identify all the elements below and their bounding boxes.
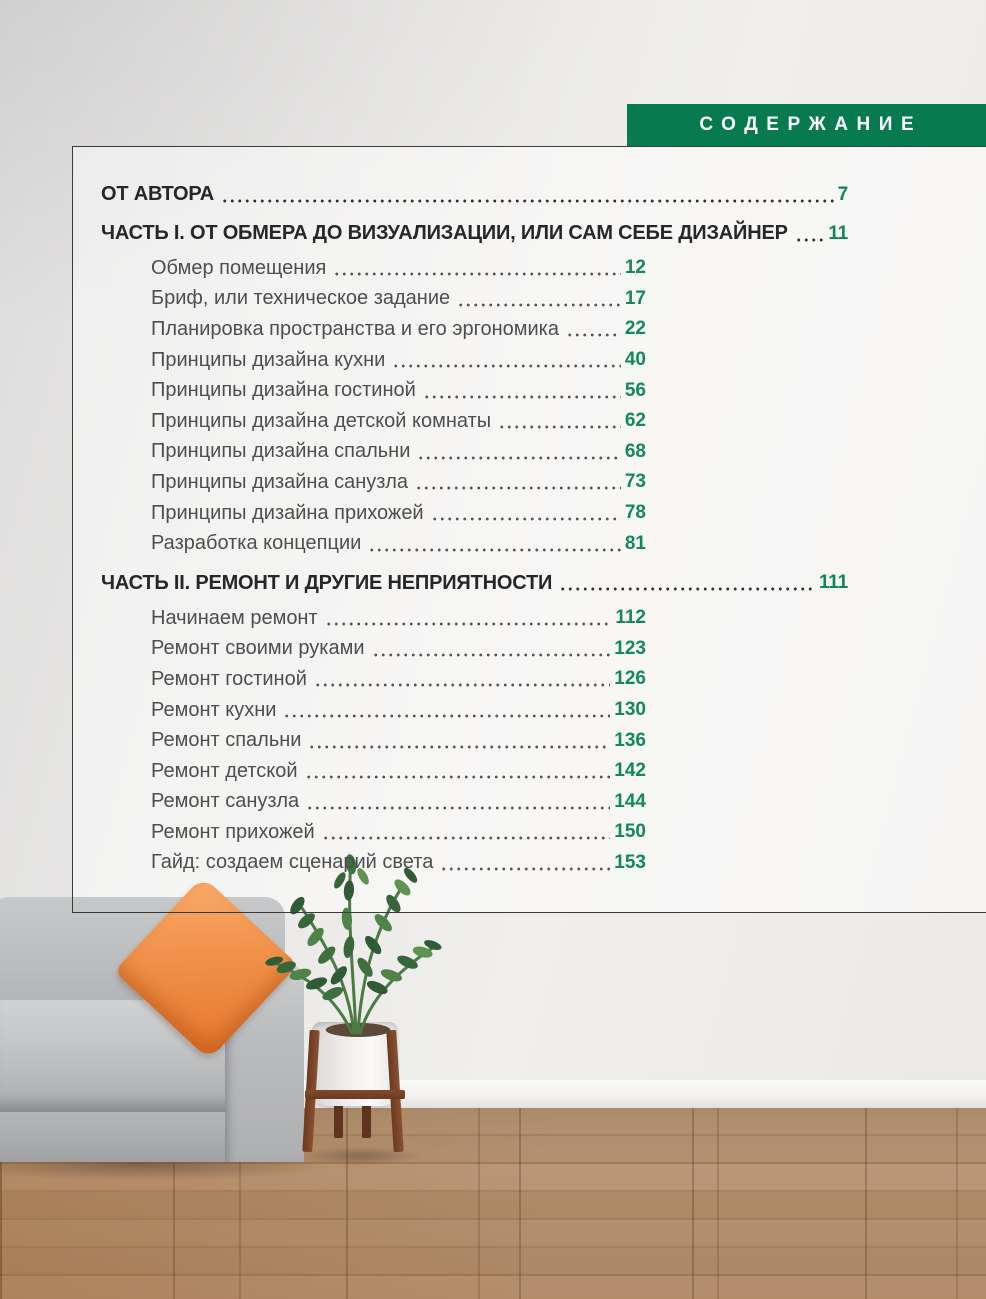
toc-entry-page: 130: [614, 699, 646, 721]
toc-entry: [151, 375, 646, 406]
contents-header-bar: [627, 104, 986, 146]
toc-entry-label: Принципы дизайна прихожей: [151, 501, 424, 524]
toc-entry-page: 123: [614, 637, 646, 659]
toc-entry: [151, 345, 646, 376]
toc-entry-label: Принципы дизайна гостиной: [151, 379, 416, 402]
toc-entry-page: 68: [624, 440, 646, 462]
toc-entry: [151, 634, 646, 665]
dotted-leader: [566, 326, 621, 338]
dotted-leader: [305, 768, 611, 780]
dotted-leader: [559, 580, 815, 592]
dotted-leader: [431, 510, 621, 522]
toc-entry: [151, 498, 646, 529]
toc-entry-label: Принципы дизайна детской комнаты: [151, 409, 492, 432]
toc-entry-label: Ремонт гостиной: [151, 667, 307, 690]
toc-entry-label: Принципы дизайна санузла: [151, 470, 409, 493]
dotted-leader: [283, 707, 610, 719]
toc-entry: [151, 528, 646, 559]
toc-entry-page: 56: [624, 379, 646, 401]
dotted-leader: [368, 541, 621, 553]
toc-entry-label: Обмер помещения: [151, 256, 327, 279]
toc-entry-page: 150: [614, 821, 646, 843]
toc-entry-label: Гайд: создаем сценарий света: [151, 851, 434, 874]
dotted-leader: [415, 479, 621, 491]
toc-entry-page: 144: [614, 790, 646, 812]
toc-entry-label: ОТ АВТОРА: [101, 183, 214, 205]
toc-entry-label: Планировка пространства и его эргономика: [151, 317, 559, 340]
dotted-leader: [417, 449, 620, 461]
toc-entry-page: 73: [624, 471, 646, 493]
toc-entry-page: 81: [624, 532, 646, 554]
toc-entry-label: Бриф, или техническое задание: [151, 287, 451, 310]
toc-entry-page: 126: [614, 668, 646, 690]
toc-entry-label: Ремонт кухни: [151, 698, 277, 721]
toc-entry: [101, 564, 986, 603]
toc-entry: [151, 467, 646, 498]
toc-entry-page: 12: [624, 257, 646, 279]
toc-entry-page: 111: [818, 572, 848, 594]
toc-entry-page: 142: [614, 760, 646, 782]
toc-entry: [101, 175, 986, 214]
toc-entry-label: Ремонт спальни: [151, 729, 302, 752]
dotted-leader: [322, 829, 611, 841]
toc-entry-page: 7: [837, 183, 848, 205]
toc-entry-page: 62: [624, 410, 646, 432]
toc-entry: [151, 437, 646, 468]
dotted-leader: [372, 646, 611, 658]
toc-entry-page: 153: [614, 851, 646, 873]
toc-entry-page: 17: [624, 287, 646, 309]
dotted-leader: [498, 418, 621, 430]
toc-entry: [151, 253, 646, 284]
toc-entry-label: Ремонт санузла: [151, 790, 300, 813]
dotted-leader: [392, 357, 621, 369]
toc-entry: [101, 214, 986, 253]
pot-stand-rail: [305, 1090, 405, 1099]
toc-entry: [151, 695, 646, 726]
toc-entry-page: 136: [614, 729, 646, 751]
toc-entry: [151, 603, 646, 634]
toc-entry-label: Ремонт детской: [151, 759, 298, 782]
contents-title: СОДЕРЖАНИЕ: [699, 114, 923, 135]
toc-entry-label: ЧАСТЬ II. РЕМОНТ И ДРУГИЕ НЕПРИЯТНОСТИ: [101, 571, 553, 594]
dotted-leader: [423, 388, 621, 400]
toc-entry-page: 22: [624, 318, 646, 340]
toc-entry-page: 112: [615, 607, 646, 629]
dotted-leader: [325, 615, 612, 627]
toc-entry: [151, 817, 646, 848]
dotted-leader: [221, 192, 834, 204]
toc-entry: [151, 725, 646, 756]
toc-entry-label: ЧАСТЬ I. ОТ ОБМЕРА ДО ВИЗУАЛИЗАЦИИ, ИЛИ САМ СЕБЕ ДИЗАЙНЕР: [101, 222, 788, 244]
toc-entry: [151, 314, 646, 345]
toc-entry-label: Ремонт прихожей: [151, 820, 315, 843]
toc-entry-label: Начинаем ремонт: [151, 606, 318, 629]
toc-list: [73, 147, 986, 878]
toc-entry: [151, 406, 646, 437]
toc-entry-page: 78: [624, 502, 646, 524]
dotted-leader: [440, 860, 610, 872]
toc-entry-label: Принципы дизайна спальни: [151, 440, 411, 463]
dotted-leader: [314, 676, 610, 688]
toc-entry-page: 11: [828, 222, 848, 244]
toc-entry-label: Ремонт своими руками: [151, 637, 365, 660]
dotted-leader: [333, 265, 621, 277]
toc-entry: [151, 756, 646, 787]
dotted-leader: [306, 799, 610, 811]
dotted-leader: [795, 231, 825, 243]
dotted-leader: [308, 738, 610, 750]
toc-entry: [151, 787, 646, 818]
toc-entry-label: Разработка концепции: [151, 532, 362, 555]
dotted-leader: [457, 296, 621, 308]
toc-panel-border: [72, 146, 986, 913]
toc-entry-page: 40: [624, 349, 646, 371]
toc-entry-label: Принципы дизайна кухни: [151, 348, 386, 371]
toc-entry: [151, 664, 646, 695]
toc-entry: [151, 284, 646, 315]
toc-entry: [151, 848, 646, 879]
